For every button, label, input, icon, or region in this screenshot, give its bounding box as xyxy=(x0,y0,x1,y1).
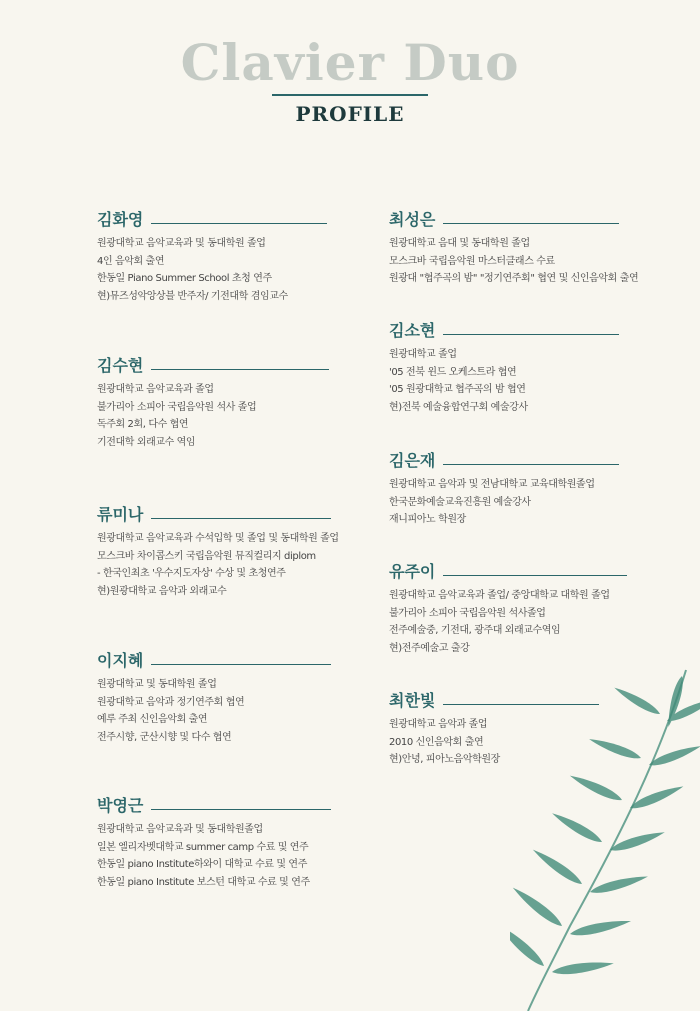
profile-line: 원광대학교 음대 및 동대학원 졸업 xyxy=(389,238,530,249)
profile-yu-jui xyxy=(389,561,689,658)
profile-name: 김수현 xyxy=(97,356,144,375)
name-divider xyxy=(443,223,619,224)
profile-line: 독주회 2회, 다수 협연 xyxy=(97,419,189,431)
profile-line: 원광대학교 음악교육과 수석입학 및 졸업 및 동대학원 졸업 xyxy=(97,533,339,544)
profile-line: 불가리아 소피아 국립음악원 석사 졸업 xyxy=(97,401,257,413)
profile-line: '05 원광대학교 협주곡의 밤 협연 xyxy=(389,384,526,396)
profile-line: - 한국인최초 '우수지도자상' 수상 및 초청연주 xyxy=(97,568,286,580)
name-divider xyxy=(443,464,619,465)
profile-lee-jihye xyxy=(97,650,397,747)
profile-line: 현)전주예술고 출강 xyxy=(389,643,470,655)
profile-line: 현)뮤즈성악앙상블 반주자/ 기전대학 겸임교수 xyxy=(97,291,288,303)
name-divider xyxy=(151,809,331,810)
profile-line: 원광대 "협주곡의 밤" "정기연주회" 협연 및 신인음악회 출연 xyxy=(389,273,639,285)
profile-line: 원광대학교 음악교육과 졸업/ 중앙대학교 대학원 졸업 xyxy=(389,590,610,601)
profile-line: 원광대학교 음악과 정기연주회 협연 xyxy=(97,696,245,708)
name-divider xyxy=(443,575,627,576)
name-divider xyxy=(151,518,331,519)
title-divider xyxy=(272,94,428,96)
profile-line: 원광대학교 및 동대학원 졸업 xyxy=(97,679,217,690)
profile-line: 모스크바 국립음악원 마스터클래스 수료 xyxy=(389,255,555,267)
profile-line: 재니피아노 학원장 xyxy=(389,514,466,526)
name-divider xyxy=(151,369,329,370)
profile-name: 최성은 xyxy=(389,210,436,229)
profile-line: 4인 음악회 출연 xyxy=(97,255,165,267)
profile-line: 전주예술중, 기전대, 광주대 외래교수역임 xyxy=(389,625,561,637)
profile-line: 원광대학교 음악과 졸업 xyxy=(389,719,488,730)
profile-line: 한동일 piano Institute하와이 대학교 수료 및 연주 xyxy=(97,859,307,871)
profile-line: 모스크바 차이콥스키 국립음악원 뮤직컬리지 diplom xyxy=(97,550,316,562)
profile-line: 원광대학교 음악교육과 및 동대학원졸업 xyxy=(97,824,263,835)
profile-name: 유주이 xyxy=(389,562,436,581)
profile-line: 기전대학 외래교수 역임 xyxy=(97,437,196,449)
profile-line: 전주시향, 군산시향 및 다수 협연 xyxy=(97,732,232,744)
profile-name: 최한빛 xyxy=(389,691,436,710)
profile-line: 한동일 Piano Summer School 초청 연주 xyxy=(97,273,272,285)
profile-line: 원광대학교 졸업 xyxy=(389,349,457,360)
profile-choi-seongeun xyxy=(389,209,689,288)
profile-line: 현)원광대학교 음악과 외래교수 xyxy=(97,586,227,598)
profile-name: 박영근 xyxy=(97,796,144,815)
name-divider xyxy=(151,223,327,224)
profile-kim-suhyeon xyxy=(97,355,397,452)
profile-line: 2010 신인음악회 출연 xyxy=(389,736,484,748)
profile-ryu-mina xyxy=(97,504,397,601)
profile-line: 원광대학교 음악교육과 및 동대학원 졸업 xyxy=(97,238,266,249)
profile-kim-hwayoung xyxy=(97,209,397,306)
profile-line: 원광대학교 음악과 및 전남대학교 교육대학원졸업 xyxy=(389,479,595,490)
profile-kim-sohyeon xyxy=(389,320,689,417)
profile-name: 이지혜 xyxy=(97,651,144,670)
fern-leaf-icon xyxy=(510,666,700,1011)
profile-kim-eunjae xyxy=(389,450,689,529)
profile-name: 류미나 xyxy=(97,505,144,524)
profile-park-younggeun xyxy=(97,795,397,892)
brand-title: Clavier Duo xyxy=(180,33,520,92)
section-title: PROFILE xyxy=(295,102,405,126)
name-divider xyxy=(151,664,331,665)
profile-line: 현)전북 예술융합연구회 예술강사 xyxy=(389,402,528,414)
profile-line: 원광대학교 음악교육과 졸업 xyxy=(97,384,214,395)
profile-line: 예루 주최 신인음악회 출연 xyxy=(97,714,208,726)
profile-line: 현)안녕, 피아노음악학원장 xyxy=(389,754,500,766)
profile-name: 김화영 xyxy=(97,210,144,229)
name-divider xyxy=(443,334,619,335)
profile-line: 한국문화예술교육진흥원 예술강사 xyxy=(389,496,531,508)
profile-line: 일본 엘리자벳대학교 summer camp 수료 및 연주 xyxy=(97,841,309,853)
profile-name: 김은재 xyxy=(389,451,436,470)
profile-line: 한동일 piano Institute 보스턴 대학교 수료 및 연주 xyxy=(97,877,310,889)
profile-line: 불가리아 소피아 국립음악원 석사졸업 xyxy=(389,607,546,619)
profile-line: '05 전북 윈드 오케스트라 협연 xyxy=(389,366,517,378)
profile-name: 김소현 xyxy=(389,321,436,340)
